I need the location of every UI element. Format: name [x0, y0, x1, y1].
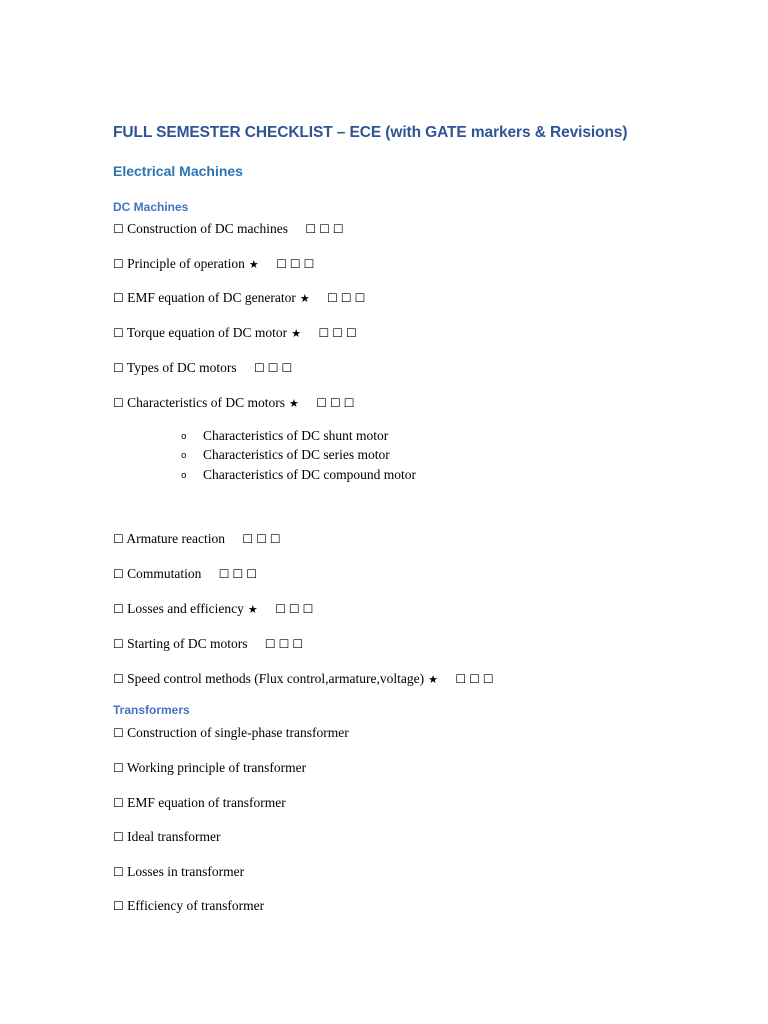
- checkbox-icon[interactable]: ☐: [113, 291, 124, 305]
- gate-star-icon: ★: [288, 397, 299, 410]
- revision-checkboxes[interactable]: ☐☐☐: [318, 326, 360, 340]
- checkbox-icon[interactable]: ☐: [113, 672, 124, 686]
- item-label: Characteristics of DC motors: [127, 395, 285, 410]
- item-label: Starting of DC motors: [127, 636, 248, 651]
- item-label: Efficiency of transformer: [127, 898, 265, 913]
- item-label: Losses in transformer: [127, 864, 245, 879]
- revision-checkboxes[interactable]: ☐☐☐: [242, 532, 284, 546]
- gate-star-icon: ★: [248, 258, 259, 271]
- checkbox-icon[interactable]: ☐: [113, 567, 124, 581]
- checklist-item[interactable]: [113, 360, 295, 376]
- document-title: FULL SEMESTER CHECKLIST – ECE (with GATE markers & Revisions): [113, 124, 628, 141]
- revision-checkboxes[interactable]: ☐☐☐: [327, 291, 369, 305]
- sub-list-item: [181, 467, 416, 485]
- sub-item-label: Characteristics of DC compound motor: [203, 467, 416, 482]
- checklist-item[interactable]: [113, 898, 264, 914]
- item-label: Types of DC motors: [126, 360, 237, 375]
- revision-checkboxes[interactable]: ☐☐☐: [455, 672, 497, 686]
- item-label: EMF equation of DC generator: [127, 290, 296, 305]
- checkbox-icon[interactable]: ☐: [113, 257, 124, 271]
- revision-checkboxes[interactable]: ☐☐☐: [276, 257, 318, 271]
- checklist-item[interactable]: [113, 566, 260, 582]
- checklist-item[interactable]: [113, 760, 306, 776]
- checklist-item[interactable]: [113, 864, 244, 880]
- subsection-heading-transformers: Transformers: [113, 703, 190, 717]
- checklist-item[interactable]: [113, 531, 284, 547]
- checklist-item[interactable]: [113, 671, 497, 688]
- item-label: Losses and efficiency: [127, 601, 244, 616]
- circle-bullet-icon: o: [181, 471, 187, 481]
- checkbox-icon[interactable]: ☐: [113, 222, 124, 236]
- checklist-item[interactable]: [113, 325, 360, 342]
- checklist-item[interactable]: [113, 290, 368, 307]
- checklist-item[interactable]: [113, 256, 317, 273]
- revision-checkboxes[interactable]: ☐☐☐: [218, 567, 261, 581]
- item-label: Construction of DC machines: [127, 221, 288, 236]
- revision-checkboxes[interactable]: ☐☐☐: [305, 222, 347, 236]
- gate-star-icon: ★: [428, 673, 438, 686]
- circle-bullet-icon: o: [181, 432, 187, 442]
- gate-star-icon: ★: [247, 603, 258, 616]
- item-label: EMF equation of transformer: [127, 795, 286, 810]
- checkbox-icon[interactable]: ☐: [113, 396, 124, 410]
- checkbox-icon[interactable]: ☐: [113, 830, 124, 844]
- sub-item-label: Characteristics of DC series motor: [203, 447, 390, 462]
- sub-list-item: [181, 447, 390, 465]
- checkbox-icon[interactable]: ☐: [113, 602, 124, 616]
- item-label: Commutation: [127, 566, 202, 581]
- gate-star-icon: ★: [299, 292, 310, 305]
- checklist-item[interactable]: [113, 829, 220, 845]
- item-label: Working principle of transformer: [126, 760, 307, 775]
- checklist-item[interactable]: [113, 395, 358, 412]
- checklist-item[interactable]: [113, 725, 349, 741]
- sub-item-label: Characteristics of DC shunt motor: [203, 428, 389, 443]
- item-label: Principle of operation: [127, 256, 245, 271]
- checkbox-icon[interactable]: ☐: [113, 865, 124, 879]
- checkbox-icon[interactable]: ☐: [113, 899, 124, 913]
- section-heading-electrical-machines: Electrical Machines: [113, 163, 243, 179]
- gate-star-icon: ★: [291, 327, 302, 340]
- checklist-item[interactable]: [113, 221, 347, 237]
- revision-checkboxes[interactable]: ☐☐☐: [253, 361, 296, 375]
- circle-bullet-icon: o: [181, 451, 187, 461]
- checkbox-icon[interactable]: ☐: [113, 532, 124, 546]
- sub-list-item: [181, 428, 388, 446]
- subsection-heading-dc-machines: DC Machines: [113, 200, 189, 214]
- item-label: Construction of single-phase transformer: [127, 725, 349, 740]
- checkbox-icon[interactable]: ☐: [113, 361, 124, 375]
- item-label: Ideal transformer: [127, 829, 221, 844]
- item-label: Speed control methods (Flux control,armature,voltage): [127, 671, 425, 686]
- item-label: Armature reaction: [126, 531, 225, 546]
- checkbox-icon[interactable]: ☐: [113, 326, 124, 340]
- checkbox-icon[interactable]: ☐: [113, 796, 124, 810]
- checkbox-icon[interactable]: ☐: [113, 637, 124, 651]
- checklist-item[interactable]: [113, 601, 316, 618]
- revision-checkboxes[interactable]: ☐☐☐: [264, 637, 307, 651]
- revision-checkboxes[interactable]: ☐☐☐: [316, 396, 358, 410]
- checklist-item[interactable]: [113, 795, 286, 811]
- checkbox-icon[interactable]: ☐: [113, 726, 124, 740]
- revision-checkboxes[interactable]: ☐☐☐: [275, 602, 317, 616]
- item-label: Torque equation of DC motor: [126, 325, 288, 340]
- checklist-item[interactable]: [113, 636, 306, 652]
- checkbox-icon[interactable]: ☐: [113, 761, 124, 775]
